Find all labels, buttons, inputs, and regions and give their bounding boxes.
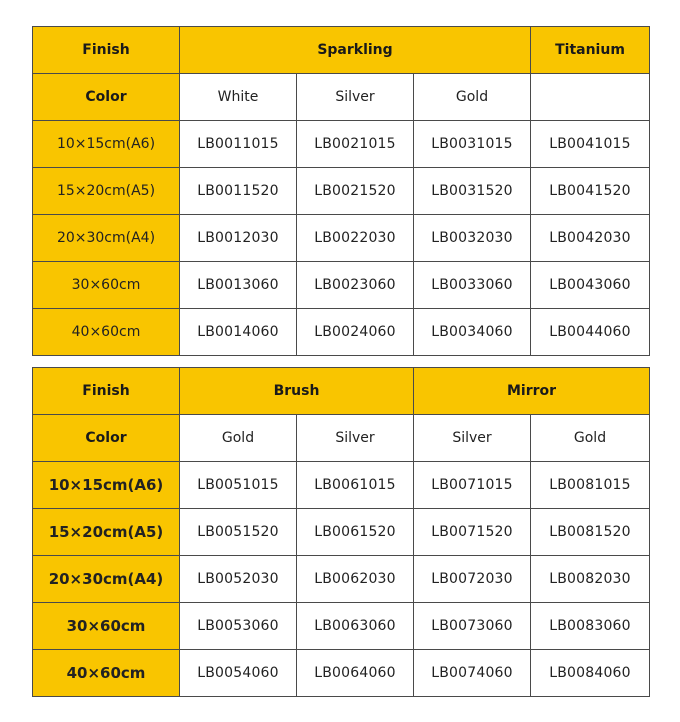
finish-label: Finish bbox=[33, 27, 180, 74]
size-cell: 15×20cm(A5) bbox=[33, 168, 180, 215]
code-cell: LB0064060 bbox=[297, 650, 414, 697]
color-label: Color bbox=[33, 415, 180, 462]
table-row bbox=[33, 462, 650, 509]
code-cell: LB0043060 bbox=[531, 262, 650, 309]
code-cell: LB0022030 bbox=[297, 215, 414, 262]
code-cell: LB0052030 bbox=[180, 556, 297, 603]
finish-header-row bbox=[33, 27, 650, 74]
code-cell: LB0071520 bbox=[414, 509, 531, 556]
group-titanium: Titanium bbox=[531, 27, 650, 74]
table-row bbox=[33, 215, 650, 262]
code-cell: LB0014060 bbox=[180, 309, 297, 356]
code-cell: LB0072030 bbox=[414, 556, 531, 603]
code-cell: LB0082030 bbox=[531, 556, 650, 603]
brush-mirror-table bbox=[32, 367, 650, 697]
color-silver: Silver bbox=[414, 415, 531, 462]
code-cell: LB0081520 bbox=[531, 509, 650, 556]
table-row bbox=[33, 168, 650, 215]
color-silver: Silver bbox=[297, 74, 414, 121]
size-cell: 40×60cm bbox=[33, 309, 180, 356]
finish-label: Finish bbox=[33, 368, 180, 415]
code-cell: LB0042030 bbox=[531, 215, 650, 262]
code-cell: LB0011015 bbox=[180, 121, 297, 168]
code-cell: LB0024060 bbox=[297, 309, 414, 356]
color-label: Color bbox=[33, 74, 180, 121]
code-cell: LB0044060 bbox=[531, 309, 650, 356]
color-titanium bbox=[531, 74, 650, 121]
code-cell: LB0063060 bbox=[297, 603, 414, 650]
code-cell: LB0051520 bbox=[180, 509, 297, 556]
group-mirror: Mirror bbox=[414, 368, 650, 415]
code-cell: LB0054060 bbox=[180, 650, 297, 697]
table-row bbox=[33, 603, 650, 650]
code-cell: LB0033060 bbox=[414, 262, 531, 309]
code-cell: LB0061015 bbox=[297, 462, 414, 509]
finish-header-row bbox=[33, 368, 650, 415]
code-cell: LB0032030 bbox=[414, 215, 531, 262]
sparkling-titanium-table bbox=[32, 26, 650, 356]
code-cell: LB0041015 bbox=[531, 121, 650, 168]
code-cell: LB0011520 bbox=[180, 168, 297, 215]
code-cell: LB0012030 bbox=[180, 215, 297, 262]
code-cell: LB0021015 bbox=[297, 121, 414, 168]
table-row bbox=[33, 309, 650, 356]
code-cell: LB0081015 bbox=[531, 462, 650, 509]
group-sparkling: Sparkling bbox=[180, 27, 531, 74]
size-cell: 20×30cm(A4) bbox=[33, 215, 180, 262]
code-cell: LB0041520 bbox=[531, 168, 650, 215]
code-cell: LB0053060 bbox=[180, 603, 297, 650]
code-cell: LB0021520 bbox=[297, 168, 414, 215]
code-cell: LB0034060 bbox=[414, 309, 531, 356]
size-cell: 15×20cm(A5) bbox=[33, 509, 180, 556]
color-header-row bbox=[33, 415, 650, 462]
color-white: White bbox=[180, 74, 297, 121]
color-silver: Silver bbox=[297, 415, 414, 462]
size-cell: 30×60cm bbox=[33, 603, 180, 650]
code-cell: LB0071015 bbox=[414, 462, 531, 509]
code-cell: LB0051015 bbox=[180, 462, 297, 509]
color-gold: Gold bbox=[531, 415, 650, 462]
color-header-row bbox=[33, 74, 650, 121]
code-cell: LB0062030 bbox=[297, 556, 414, 603]
table-row bbox=[33, 650, 650, 697]
color-gold: Gold bbox=[414, 74, 531, 121]
table-row bbox=[33, 556, 650, 603]
table-row bbox=[33, 121, 650, 168]
code-cell: LB0031015 bbox=[414, 121, 531, 168]
color-gold: Gold bbox=[180, 415, 297, 462]
size-cell: 20×30cm(A4) bbox=[33, 556, 180, 603]
code-cell: LB0031520 bbox=[414, 168, 531, 215]
code-cell: LB0013060 bbox=[180, 262, 297, 309]
code-cell: LB0073060 bbox=[414, 603, 531, 650]
code-cell: LB0023060 bbox=[297, 262, 414, 309]
group-brush: Brush bbox=[180, 368, 414, 415]
size-cell: 40×60cm bbox=[33, 650, 180, 697]
size-cell: 10×15cm(A6) bbox=[33, 462, 180, 509]
code-cell: LB0084060 bbox=[531, 650, 650, 697]
table-row bbox=[33, 509, 650, 556]
code-cell: LB0074060 bbox=[414, 650, 531, 697]
size-cell: 10×15cm(A6) bbox=[33, 121, 180, 168]
size-cell: 30×60cm bbox=[33, 262, 180, 309]
code-cell: LB0083060 bbox=[531, 603, 650, 650]
table-row bbox=[33, 262, 650, 309]
code-cell: LB0061520 bbox=[297, 509, 414, 556]
